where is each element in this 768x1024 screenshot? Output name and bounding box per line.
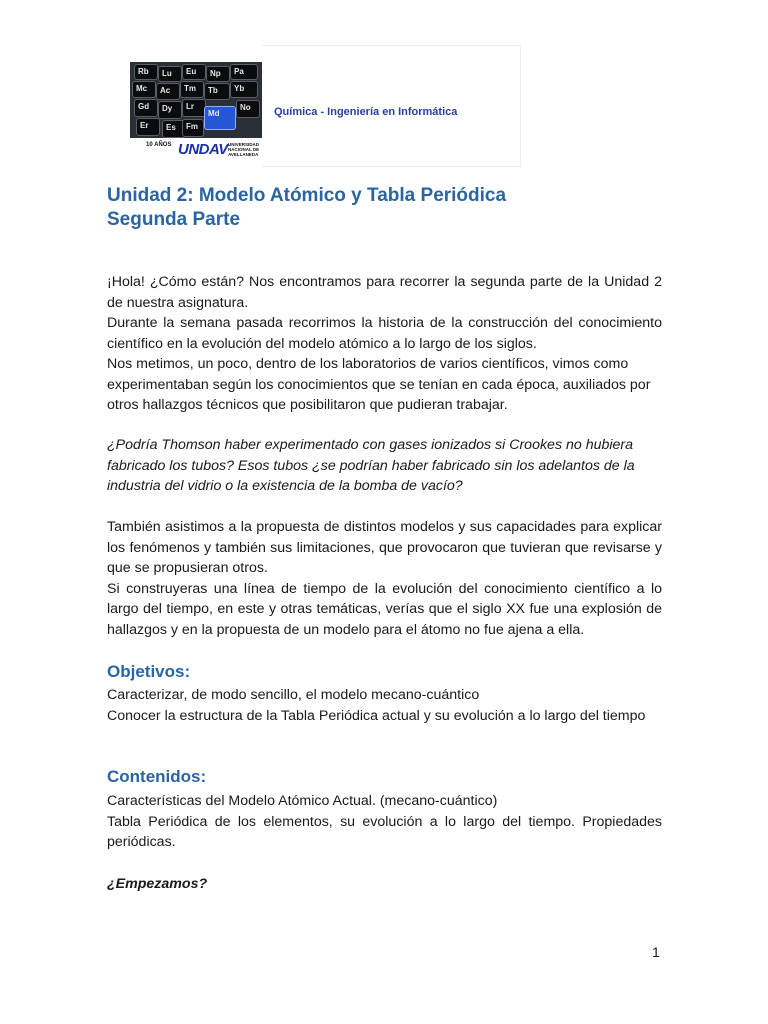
unit-title [107, 184, 506, 232]
keyboard-image: Rb Lu Eu Np Pa Mc Ac Tm Tb Yb Gd Dy Lr Md No Er Es Fm [130, 62, 262, 138]
intro-paragraph-3: Nos metimos, un poco, dentro de los laboratorios de varios científicos, vimos como experimentaban según los conocimientos que se tenían en cada época, auxiliados por otros hallazgos técnicos que posibilitaron que pudieran trabajar. [107, 356, 651, 413]
models-paragraph-1: También asistimos a la propuesta de distintos modelos y sus capacidades para explicar los fenómenos y también sus limitaciones, que provocaron que tuvieran que revisarse y que se propusieran otros. [107, 519, 662, 576]
logo-years: 10 AÑOS [146, 142, 172, 148]
question-section [107, 435, 662, 497]
intro-paragraph-1: ¡Hola! ¿Cómo están? Nos encontramos para recorrer la segunda parte de la Unidad 2 de nuestra asignatura. [107, 274, 662, 311]
page-number: 1 [652, 944, 660, 960]
logo-wordmark: UNDAV [178, 141, 228, 158]
content-item-1: Características del Modelo Atómico Actual. (mecano-cuántico) [107, 793, 498, 809]
question-paragraph: ¿Podría Thomson haber experimentado con gases ionizados si Crookes no hubiera fabricado los tubos? Esos tubos ¿se podrían haber fabricado sin los adelantos de la industria del vidrio o la existencia de la bomba de vacío? [107, 437, 635, 494]
objective-item-2: Conocer la estructura de la Tabla Periódica actual y su evolución a lo largo del tiempo [107, 707, 646, 724]
unit-title-line2: Segunda Parte [107, 209, 241, 230]
unit-title-line1: Unidad 2: Modelo Atómico y Tabla Periódica [107, 185, 507, 206]
contents-heading: Contenidos: [107, 767, 207, 786]
objective-item-1: Caracterizar, de modo sencillo, el modelo mecano-cuántico [107, 687, 480, 703]
intro-paragraph-2: Durante la semana pasada recorrimos la historia de la construcción del conocimiento científico en la evolución del modelo atómico a lo largo de los siglos. [107, 315, 662, 352]
start-prompt: ¿Empezamos? [107, 876, 208, 892]
contents-list [107, 791, 662, 853]
objectives-list [107, 685, 662, 726]
objectives-heading: Objetivos: [107, 662, 191, 681]
university-logo [130, 62, 262, 164]
content-item-2: Tabla Periódica de los elementos, su evolución a lo largo del tiempo. Propiedades periódicas. [107, 813, 662, 850]
models-section [107, 517, 662, 640]
logo-university-name: UNIVERSIDAD NACIONAL DE AVELLANEDA [228, 142, 260, 157]
models-paragraph-2: Si construyeras una línea de tiempo de la evolución del conocimiento científico a lo largo del tiempo, en este y otras temáticas, verías que el siglo XX fue una explosión de hallazgos y en la propuesta de un modelo para el átomo no fue ajena a ella. [107, 580, 662, 638]
course-title: Química - Ingeniería en Informática [274, 106, 458, 118]
intro-section [107, 272, 662, 416]
